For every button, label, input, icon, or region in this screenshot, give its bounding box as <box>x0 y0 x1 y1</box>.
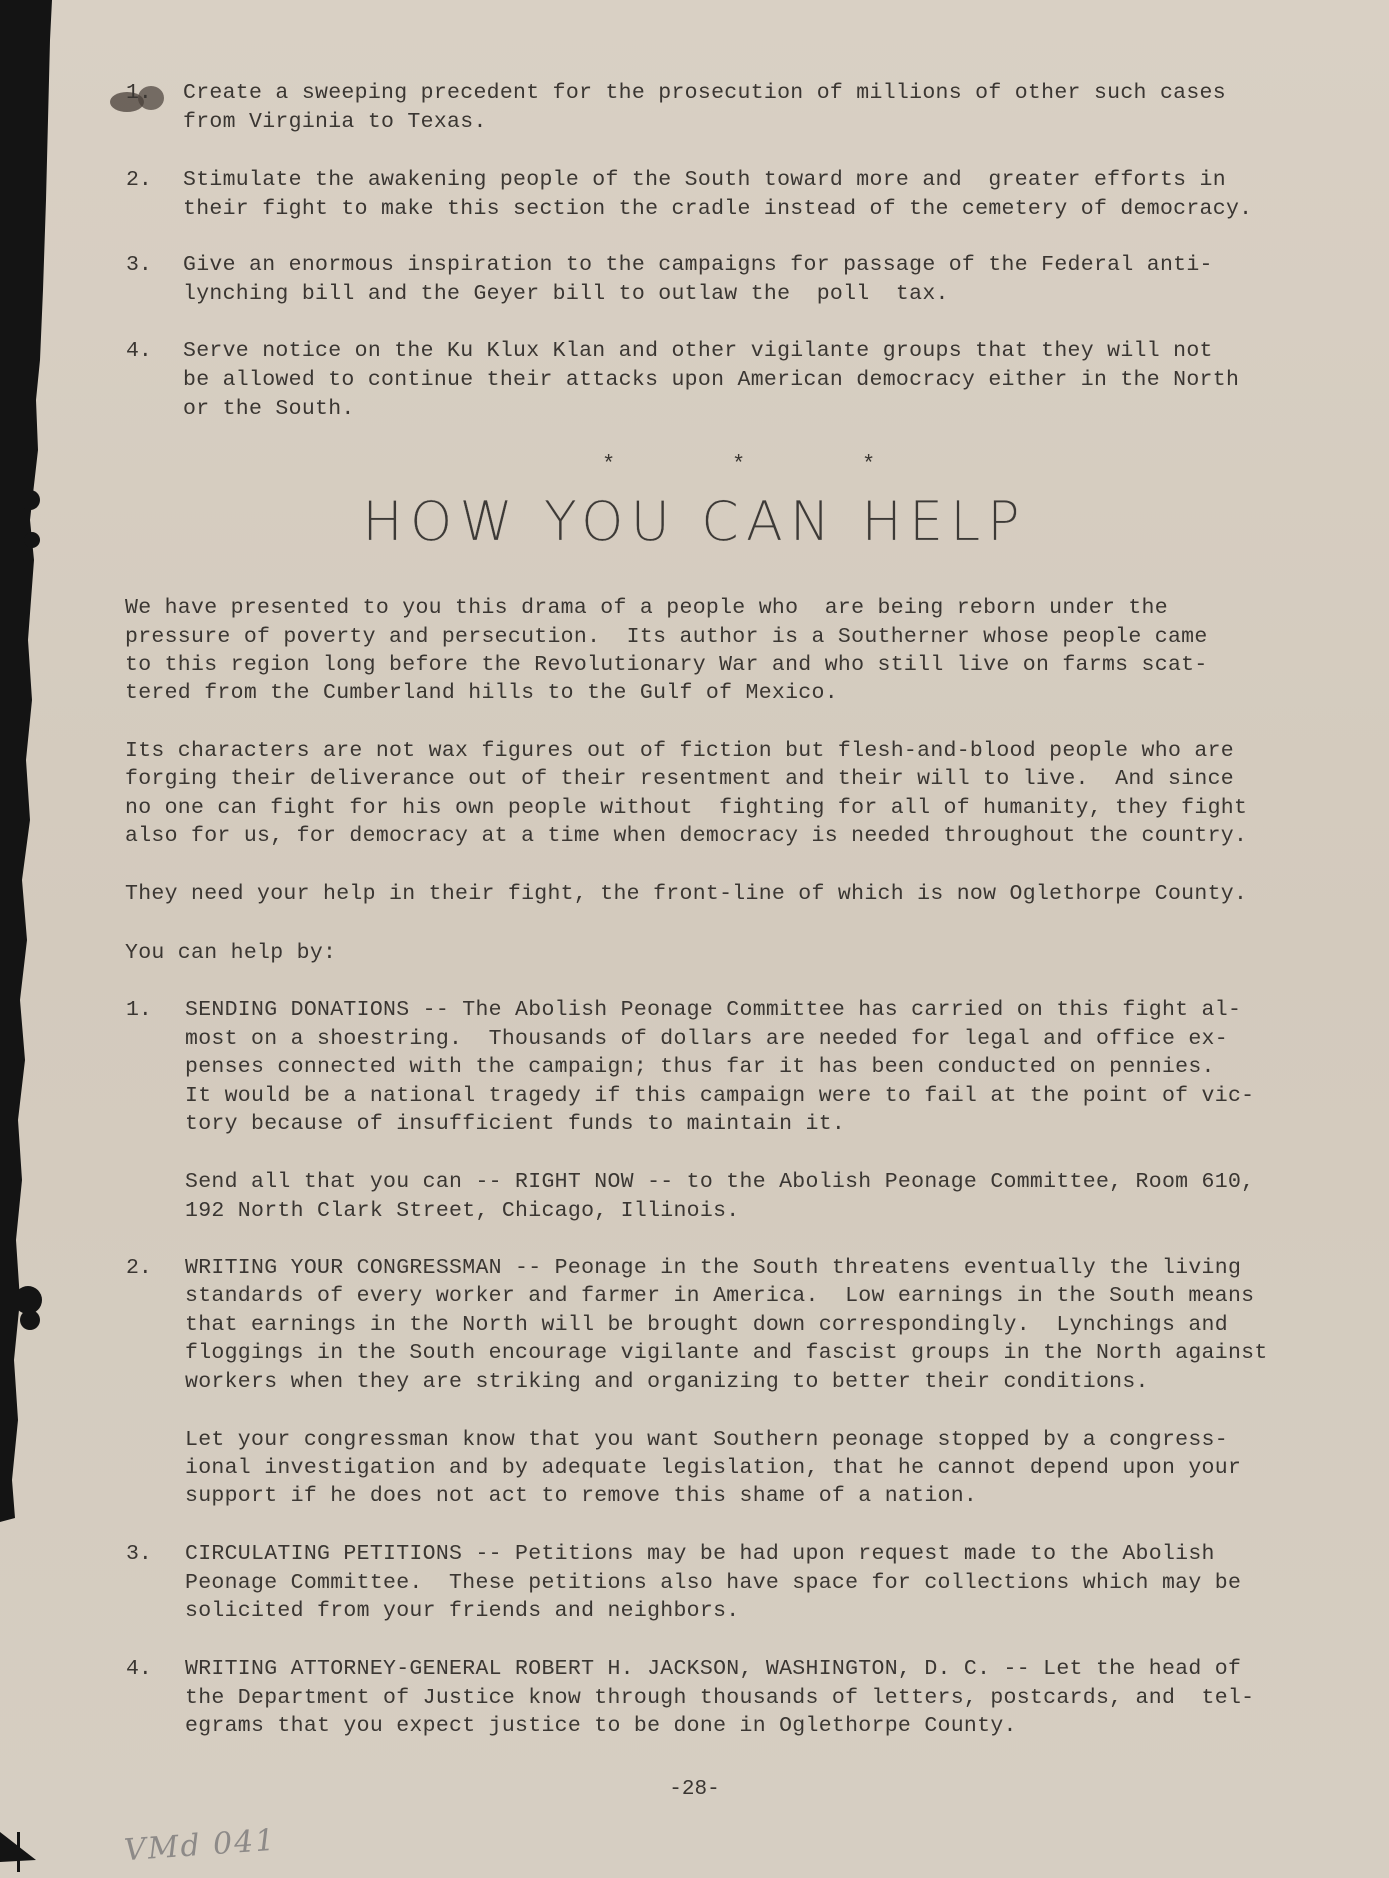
list-text-line: support if he does not act to remove this shame of a nation. <box>185 1484 978 1508</box>
list-text-line: their fight to make this section the cradle instead of the cemetery of democracy. <box>183 197 1253 221</box>
list-text-line: WRITING YOUR CONGRESSMAN -- Peonage in the South threatens eventually the living <box>185 1256 1242 1280</box>
list-text-line: It would be a national tragedy if this campaign were to fail at the point of vic- <box>185 1084 1255 1108</box>
list-text-line: floggings in the South encourage vigilante and fascist groups in the North against <box>185 1341 1268 1365</box>
list-text-line: lynching bill and the Geyer bill to outlaw the poll tax. <box>183 282 949 306</box>
list-number: 4. <box>126 339 152 363</box>
list-text-line: or the South. <box>183 397 355 421</box>
list-text-line: Create a sweeping precedent for the prosecution of millions of other such cases <box>183 81 1226 105</box>
list-text-line: Let your congressman know that you want Southern peonage stopped by a congress- <box>185 1428 1228 1452</box>
list-text-line: WRITING ATTORNEY-GENERAL ROBERT H. JACKSON, WASHINGTON, D. C. -- Let the head of <box>185 1657 1242 1681</box>
paragraph-line: They need your help in their fight, the front-line of which is now Oglethorpe County. <box>125 882 1248 906</box>
list-text-line: standards of every worker and farmer in America. Low earnings in the South means <box>185 1284 1255 1308</box>
list-text-line: Send all that you can -- RIGHT NOW -- to the Abolish Peonage Committee, Room 610, <box>185 1170 1255 1194</box>
list-text-line: Stimulate the awakening people of the South toward more and greater efforts in <box>183 168 1226 192</box>
list-text-line: workers when they are striking and organizing to better their conditions. <box>185 1370 1149 1394</box>
list-text-line: tory because of insufficient funds to maintain it. <box>185 1112 846 1136</box>
paragraph-line: no one can fight for his own people without fighting for all of humanity, they fight <box>125 796 1248 820</box>
list-text-line: Give an enormous inspiration to the campaigns for passage of the Federal anti- <box>183 253 1213 277</box>
paragraph-line: We have presented to you this drama of a people who are being reborn under the <box>125 596 1168 620</box>
section-heading: HOW YOU CAN HELP <box>362 490 1027 553</box>
paragraph-line: also for us, for democracy at a time when democracy is needed throughout the country. <box>125 824 1248 848</box>
paragraph-line: forging their deliverance out of their resentment and their will to live. And since <box>125 767 1234 791</box>
page-number: -28- <box>669 1778 720 1801</box>
asterisk: * <box>862 452 876 477</box>
list-text-line: 192 North Clark Street, Chicago, Illinois. <box>185 1199 740 1223</box>
list-number: 2. <box>126 1256 152 1280</box>
list-number: 2. <box>126 168 152 192</box>
list-text-line: be allowed to continue their attacks upon American democracy either in the North <box>183 368 1240 392</box>
list-text-line: SENDING DONATIONS -- The Abolish Peonage Committee has carried on this fight al- <box>185 998 1242 1022</box>
list-text-line: Serve notice on the Ku Klux Klan and other vigilante groups that they will not <box>183 339 1213 363</box>
paragraph-line: pressure of poverty and persecution. Its author is a Southerner whose people came <box>125 625 1208 649</box>
list-text-line: penses connected with the campaign; thus far it has been conducted on pennies. <box>185 1055 1215 1079</box>
asterisk: * <box>732 452 746 477</box>
paragraph-line: to this region long before the Revolutionary War and who still live on farms scat- <box>125 653 1208 677</box>
list-text-line: CIRCULATING PETITIONS -- Petitions may be had upon request made to the Abolish <box>185 1542 1215 1566</box>
paragraph-line: You can help by: <box>125 941 337 965</box>
list-number: 1. <box>126 81 152 105</box>
list-number: 4. <box>126 1657 152 1681</box>
list-text-line: from Virginia to Texas. <box>183 110 487 134</box>
list-number: 1. <box>126 998 152 1022</box>
list-text-line: egrams that you expect justice to be done in Oglethorpe County. <box>185 1714 1017 1738</box>
list-text-line: solicited from your friends and neighbors. <box>185 1599 740 1623</box>
asterisk: * <box>602 452 616 477</box>
list-text-line: the Department of Justice know through thousands of letters, postcards, and tel- <box>185 1686 1255 1710</box>
list-text-line: most on a shoestring. Thousands of dollars are needed for legal and office ex- <box>185 1027 1228 1051</box>
list-number: 3. <box>126 253 152 277</box>
paragraph-line: tered from the Cumberland hills to the Gulf of Mexico. <box>125 681 838 705</box>
list-text-line: Peonage Committee. These petitions also have space for collections which may be <box>185 1571 1242 1595</box>
list-number: 3. <box>126 1542 152 1566</box>
handwritten-catalog-mark: VMd 041 <box>122 1822 278 1869</box>
list-text-line: ional investigation and by adequate legislation, that he cannot depend upon your <box>185 1456 1242 1480</box>
list-text-line: that earnings in the North will be brought down correspondingly. Lynchings and <box>185 1313 1228 1337</box>
paragraph-line: Its characters are not wax figures out of fiction but flesh-and-blood people who are <box>125 739 1234 763</box>
torn-left-edge <box>0 0 60 1878</box>
